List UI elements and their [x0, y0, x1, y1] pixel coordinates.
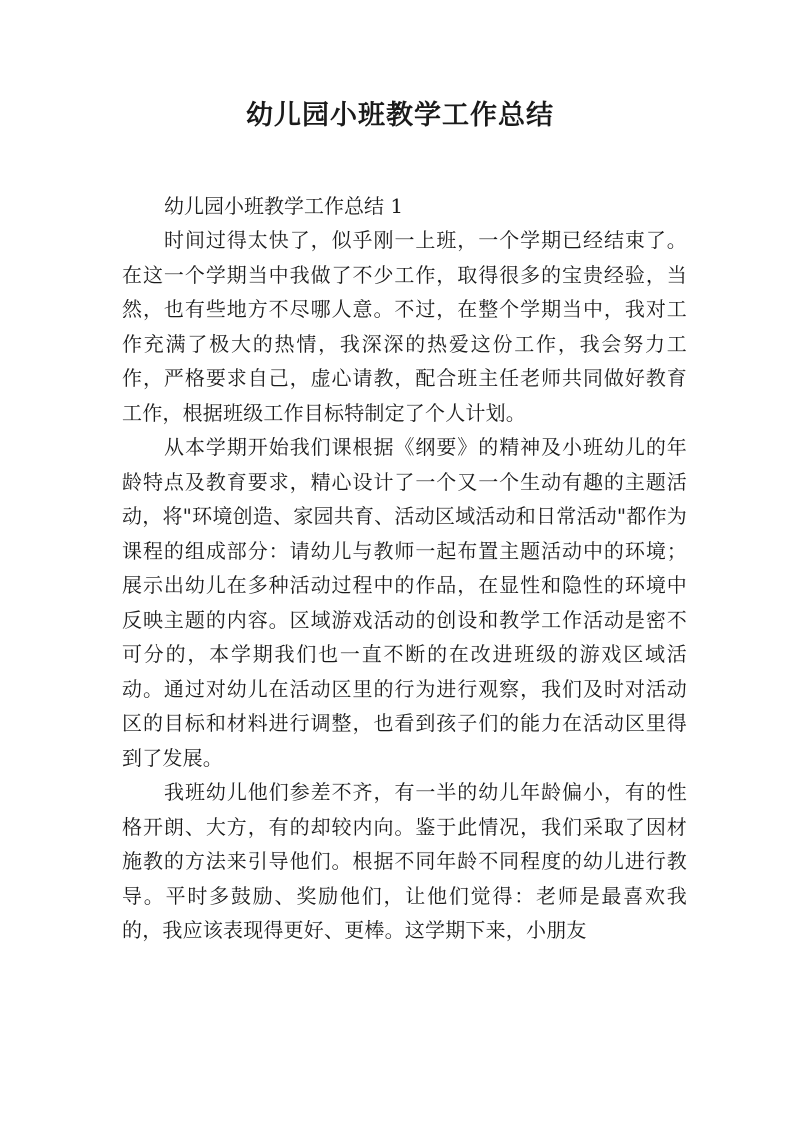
section-subtitle: 幼儿园小班教学工作总结 1 [164, 194, 404, 218]
paragraph-2: 从本学期开始我们课根据《纲要》的精神及小班幼儿的年龄特点及教育要求，精心设计了一个又一个生动有趣的主题活动，将"环境创造、家园共育、活动区域活动和日常活动"都作为课程的组成部分：请幼儿与教师一起布置主题活动中的环境；展示出幼儿在多种活动过程中的作品，在显性和隐性的环境中反映主题的内容。区域游戏活动的创设和教学工作活动是密不可分的，本学期我们也一直不断的在改进班级的游戏区域活动。通过对幼儿在活动区里的行为进行观察，我们及时对活动区的目标和材料进行调整，也看到孩子们的能力在活动区里得到了发展。 [122, 435, 687, 770]
page-title: 幼儿园小班教学工作总结 [246, 100, 554, 131]
document-body [122, 189, 687, 948]
paragraph-1: 时间过得太快了，似乎刚一上班，一个学期已经结束了。在这一个学期当中我做了不少工作，取得很多的宝贵经验，当然，也有些地方不尽哪人意。不过，在整个学期当中，我对工作充满了极大的热情，我深深的热爱这份工作，我会努力工作，严格要求自己，虚心请教，配合班主任老师共同做好教育工作，根据班级工作目标特制定了个人计划。 [122, 228, 687, 425]
paragraph-3: 我班幼儿他们参差不齐，有一半的幼儿年龄偏小，有的性格开朗、大方，有的却较内向。鉴于此情况，我们采取了因材施教的方法来引导他们。根据不同年龄不同程度的幼儿进行教导。平时多鼓励、奖励他们，让他们觉得：老师是最喜欢我的，我应该表现得更好、更棒。这学期下来，小朋友 [122, 780, 687, 942]
